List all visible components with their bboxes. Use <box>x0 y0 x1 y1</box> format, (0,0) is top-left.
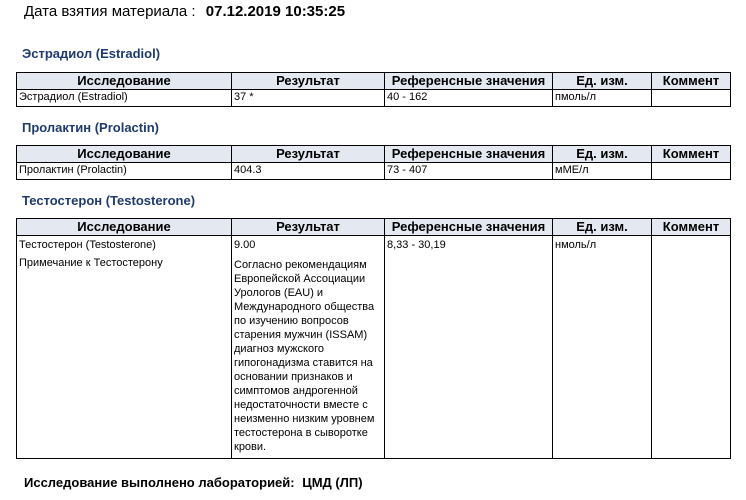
cell-result: 37 * <box>232 90 385 107</box>
cell-reference <box>385 256 553 459</box>
table-row <box>17 163 731 180</box>
table-header-row <box>17 73 731 90</box>
cell-result: 9.00 <box>232 236 385 257</box>
cell-comment <box>652 256 731 459</box>
cell-unit: нмоль/л <box>553 236 652 257</box>
column-header-comment: Коммент <box>652 146 731 163</box>
cell-test-name: Тестостерон (Testosterone) <box>17 236 232 257</box>
collection-date <box>24 3 345 20</box>
cell-comment <box>652 236 731 257</box>
collection-date-value: 07.12.2019 10:35:25 <box>205 3 346 20</box>
cell-comment <box>652 90 731 107</box>
cell-unit: мМЕ/л <box>553 163 652 180</box>
results-table-estradiol <box>16 72 731 107</box>
cell-unit: пмоль/л <box>553 90 652 107</box>
column-header-unit: Ед. изм. <box>553 146 652 163</box>
column-header-comment: Коммент <box>652 73 731 90</box>
column-header-test: Исследование <box>17 219 232 236</box>
cell-reference: 8,33 - 30,19 <box>385 236 553 257</box>
column-header-reference: Референсные значения <box>385 146 553 163</box>
column-header-result: Результат <box>232 73 385 90</box>
table-row-note <box>17 256 731 459</box>
lab-footer-value: ЦМД (ЛП) <box>302 475 363 490</box>
cell-result: 404.3 <box>232 163 385 180</box>
lab-footer <box>24 475 363 490</box>
column-header-test: Исследование <box>17 73 232 90</box>
cell-unit <box>553 256 652 459</box>
section-title-estradiol: Эстрадиол (Estradiol) <box>22 46 161 61</box>
section-title-testosterone: Тестостерон (Testosterone) <box>22 193 196 208</box>
table-header-row <box>17 146 731 163</box>
cell-test-name: Пролактин (Prolactin) <box>17 163 232 180</box>
results-table-prolactin <box>16 145 731 180</box>
column-header-result: Результат <box>232 146 385 163</box>
table-row <box>17 236 731 257</box>
table-header-row <box>17 219 731 236</box>
column-header-comment: Коммент <box>652 219 731 236</box>
cell-reference: 40 - 162 <box>385 90 553 107</box>
cell-reference: 73 - 407 <box>385 163 553 180</box>
cell-note-text: Согласно рекомендациям Европейской Ассоциации Урологов (EAU) и Международного общества по изучению вопросов старения мужчин (ISSAM) диагноз мужского гипогонадизма ставится на основании признаков и симптомов андрогенной недостаточности вместе с неизменно низким уровнем тестостерона в сыворотке крови. <box>232 256 385 459</box>
column-header-unit: Ед. изм. <box>553 219 652 236</box>
lab-footer-label: Исследование выполнено лабораторией: <box>24 475 295 490</box>
column-header-reference: Референсные значения <box>385 73 553 90</box>
collection-date-label: Дата взятия материала : <box>24 3 196 20</box>
cell-note-name: Примечание к Тестостерону <box>17 256 232 459</box>
column-header-result: Результат <box>232 219 385 236</box>
results-table-testosterone <box>16 218 731 459</box>
table-row <box>17 90 731 107</box>
column-header-test: Исследование <box>17 146 232 163</box>
cell-test-name: Эстрадиол (Estradiol) <box>17 90 232 107</box>
column-header-unit: Ед. изм. <box>553 73 652 90</box>
column-header-reference: Референсные значения <box>385 219 553 236</box>
section-title-prolactin: Пролактин (Prolactin) <box>22 120 160 135</box>
cell-comment <box>652 163 731 180</box>
